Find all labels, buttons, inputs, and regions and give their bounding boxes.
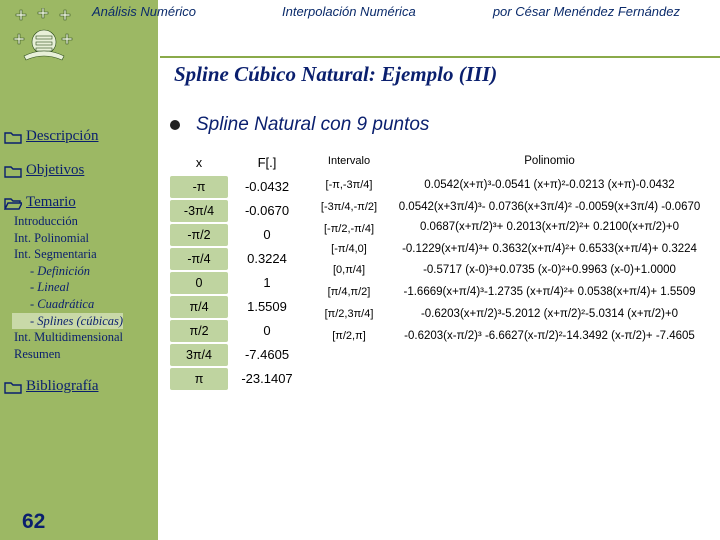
interval-cell: [π/2,π] — [332, 330, 366, 342]
header-intervalo: Intervalo — [327, 155, 371, 167]
x-value: π — [170, 368, 228, 390]
x-value: -3π/4 — [170, 200, 228, 222]
header-author: por César Menéndez Fernández — [492, 4, 680, 19]
header-x: x — [195, 156, 203, 170]
bullet-heading: Spline Natural con 9 puntos — [196, 114, 430, 135]
f-value: -23.1407 — [241, 371, 293, 386]
nav-temario-label: Temario — [26, 194, 76, 210]
submenu-int-multidimensional[interactable]: Int. Multidimensional — [14, 330, 124, 345]
x-value: 0 — [170, 272, 228, 294]
f-value: 1.5509 — [247, 299, 287, 314]
f-value: 0 — [263, 323, 271, 338]
interval-cell: [π/4,π/2] — [327, 286, 371, 298]
university-logo — [6, 8, 82, 66]
bullet-icon — [170, 120, 180, 130]
polynomial-cell: -1.6669(x+π/4)³-1.2735 (x+π/4)²+ 0.0538(x+π/4)+ 1.5509 — [403, 286, 696, 298]
submenu-lineal[interactable]: - Lineal — [30, 280, 70, 295]
polynomial-cell: 0.0687(x+π/2)³+ 0.2013(x+π/2)²+ 0.2100(x+π/2)+0 — [419, 221, 680, 233]
nav-descripcion[interactable] — [4, 128, 98, 145]
polynomial-cell: -0.1229(x+π/4)³+ 0.3632(x+π/4)²+ 0.6533(x+π/4)+ 0.3224 — [402, 243, 697, 255]
x-value: -π — [170, 176, 228, 198]
header-polinomio: Polinomio — [524, 155, 575, 167]
x-value: π/2 — [170, 320, 228, 342]
nav-descripcion-label: Descripción — [26, 128, 99, 144]
header-f: F[.] — [257, 155, 277, 170]
page-title: Spline Cúbico Natural: Ejemplo (III) — [174, 62, 498, 86]
x-value: -π/4 — [170, 248, 228, 270]
folder-open-icon — [4, 196, 22, 210]
temario-submenu — [14, 213, 123, 362]
interval-cell: [0,π/4] — [332, 264, 366, 276]
x-value: 3π/4 — [170, 344, 228, 366]
f-value: -0.0432 — [244, 179, 290, 194]
header-divider — [160, 56, 720, 58]
x-value: -π/2 — [170, 224, 228, 246]
folder-icon — [4, 164, 22, 178]
submenu-int-segmentaria[interactable]: Int. Segmentaria — [14, 247, 97, 262]
f-value: -0.0670 — [244, 203, 290, 218]
interval-cell: [π/2,3π/4] — [324, 308, 374, 320]
folder-icon — [4, 130, 22, 144]
slide-number: 62 — [22, 510, 46, 533]
submenu-resumen[interactable]: Resumen — [14, 346, 61, 361]
submenu-int-polinomial[interactable]: Int. Polinomial — [14, 230, 89, 245]
x-value: π/4 — [170, 296, 228, 318]
f-value: 0.3224 — [247, 251, 287, 266]
submenu-splines-active[interactable]: - Splines (cúbicas) — [12, 313, 123, 330]
submenu-introduccion[interactable]: Introducción — [14, 214, 78, 228]
interval-cell: [-3π/4,-π/2] — [320, 201, 378, 213]
nav-objetivos[interactable] — [4, 162, 84, 179]
header-course: Análisis Numérico — [92, 4, 197, 19]
spline-table — [170, 150, 712, 530]
nav-bibliografia[interactable] — [4, 378, 98, 395]
polynomial-cell: 0.0542(x+π)³-0.0541 (x+π)²-0.0213 (x+π)-0.0432 — [424, 179, 675, 191]
f-value: 1 — [263, 275, 271, 290]
nav-temario[interactable] — [4, 194, 76, 211]
polynomial-cell: -0.6203(x+π/2)³-5.2012 (x+π/2)²-5.0314 (x+π/2)+0 — [420, 308, 679, 320]
polynomial-cell: 0.0542(x+3π/4)³- 0.0736(x+3π/4)² -0.0059(x+3π/4) -0.0670 — [398, 201, 701, 213]
submenu-definicion[interactable]: - Definición — [30, 263, 91, 278]
nav-bibliografia-label: Bibliografía — [26, 378, 99, 394]
interval-cell: [-π/4,0] — [331, 243, 367, 255]
polynomial-cell: -0.5717 (x-0)³+0.0735 (x-0)²+0.9963 (x-0)+1.0000 — [423, 264, 676, 276]
f-value: -7.4605 — [244, 347, 290, 362]
header-topic: Interpolación Numérica — [282, 4, 416, 19]
interval-cell: [-π/2,-π/4] — [323, 223, 375, 235]
polynomial-cell: -0.6203(x-π/2)³ -6.6627(x-π/2)²-14.3492 (x-π/2)+ -7.4605 — [404, 330, 695, 342]
folder-icon — [4, 380, 22, 394]
submenu-cuadratica[interactable]: - Cuadrática — [30, 296, 95, 311]
f-value: 0 — [263, 227, 271, 242]
nav-objetivos-label: Objetivos — [26, 162, 85, 178]
interval-cell: [-π,-3π/4] — [325, 179, 373, 191]
